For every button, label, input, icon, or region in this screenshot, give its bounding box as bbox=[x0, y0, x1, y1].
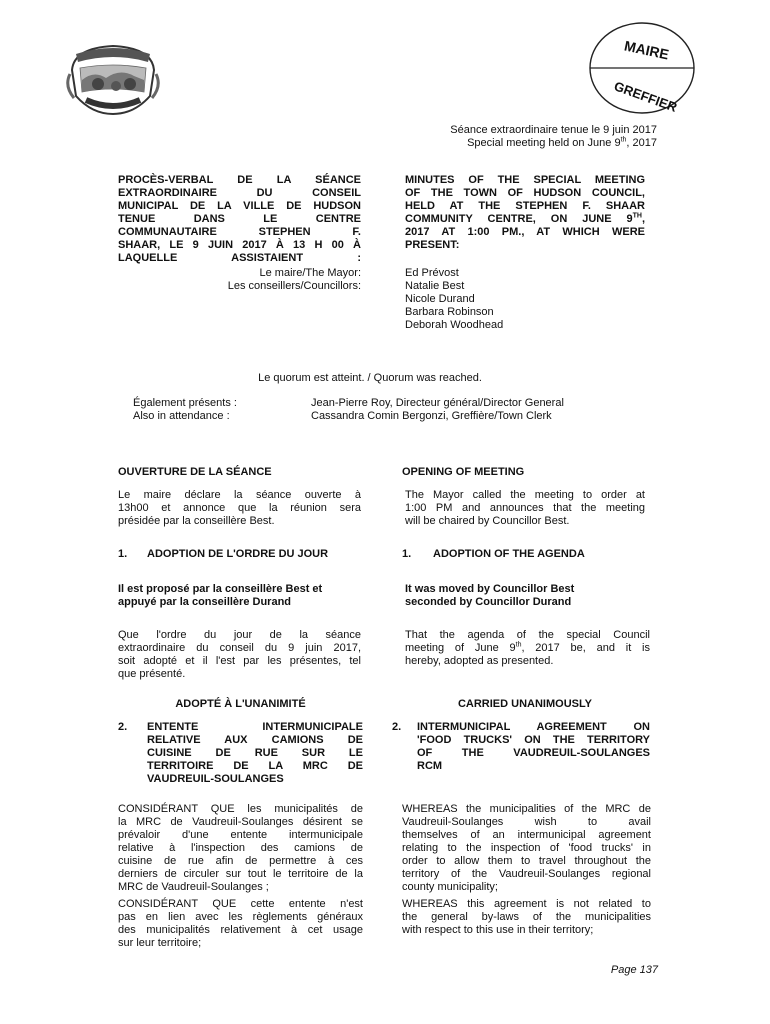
title-line: 'FOOD TRUCKS' ON THE TERRITORY bbox=[417, 734, 650, 746]
item1-title-fr: ADOPTION DE L'ORDRE DU JOUR bbox=[147, 548, 329, 560]
mayor-label: Le maire/The Mayor: bbox=[259, 267, 361, 279]
header-fr-line: LAQUELLE ASSISTAIENT : bbox=[118, 252, 361, 264]
councillors-label: Les conseillers/Councillors: bbox=[227, 280, 361, 292]
item1-carried-fr: ADOPTÉ À L'UNANIMITÉ bbox=[175, 698, 306, 710]
moved-line: seconded by Councillor Durand bbox=[405, 596, 572, 608]
item1-moved-fr bbox=[118, 583, 363, 609]
title-line: INTERMUNICIPAL AGREEMENT ON bbox=[417, 721, 650, 733]
text-line: sur leur territoire; bbox=[118, 937, 202, 949]
item1-text-fr bbox=[118, 629, 361, 681]
title-line: RCM bbox=[417, 760, 443, 772]
text-line: WHEREAS the municipalities of the MRC de bbox=[402, 803, 651, 815]
header-fr-line: PROCÈS-VERBAL DE LA SÉANCE bbox=[118, 174, 361, 186]
attendance-names bbox=[405, 267, 645, 332]
town-seal-logo bbox=[64, 40, 162, 118]
also-person: Cassandra Comin Bergonzi, Greffière/Town Clerk bbox=[311, 410, 552, 422]
title-line: VAUDREUIL-SOULANGES bbox=[147, 773, 284, 785]
also-person: Jean-Pierre Roy, Directeur général/Director General bbox=[311, 397, 564, 409]
text-line: order to allow them to travel throughout the bbox=[402, 855, 651, 867]
text-line: la MRC de Vaudreuil-Soulanges désirent se bbox=[118, 816, 363, 828]
stamp-bottom-text: GREFFIER bbox=[612, 78, 679, 114]
header-en-line: 2017 AT 1:00 PM., AT WHICH WERE bbox=[405, 226, 645, 238]
text-line: themselves of an intermunicipal agreement bbox=[402, 829, 651, 841]
item2-num-fr: 2. bbox=[118, 721, 128, 733]
item1-text-en bbox=[405, 629, 650, 668]
title-line: TERRITOIRE DE LA MRC DE bbox=[147, 760, 363, 772]
text-line: Vaudreuil-Soulanges wish to avail bbox=[402, 816, 651, 828]
text-line: will be chaired by Councillor Best. bbox=[405, 515, 570, 527]
text-line: Le maire déclare la séance ouverte à bbox=[118, 489, 361, 501]
opening-title-en: OPENING OF MEETING bbox=[402, 466, 525, 478]
header-en-line: MINUTES OF THE SPECIAL MEETING bbox=[405, 174, 645, 186]
text-line: hereby, adopted as presented. bbox=[405, 655, 554, 667]
also-label-fr: Également présents : bbox=[133, 397, 237, 409]
text-line: cuisine de rue afin de permettre à ces bbox=[118, 855, 363, 867]
item2-num-en: 2. bbox=[392, 721, 402, 733]
opening-text-en bbox=[405, 489, 645, 528]
header-fr bbox=[118, 174, 361, 265]
text-line: territory of the Vaudreuil-Soulanges regional bbox=[402, 868, 651, 880]
quorum-statement: Le quorum est atteint. / Quorum was reached. bbox=[258, 372, 482, 384]
opening-text-fr bbox=[118, 489, 361, 528]
header-en bbox=[405, 174, 645, 252]
attendance-labels bbox=[140, 267, 361, 293]
text-line: des municipalités relativement à cet usage bbox=[118, 924, 363, 936]
item1-num-fr: 1. bbox=[118, 548, 128, 560]
header-fr-line: TENUE DANS LE CENTRE bbox=[118, 213, 361, 225]
title-line: CUISINE DE RUE SUR LE bbox=[147, 747, 363, 759]
header-fr-line: MUNICIPAL DE LA VILLE DE HUDSON bbox=[118, 200, 361, 212]
item1-title-en: ADOPTION OF THE AGENDA bbox=[433, 548, 585, 560]
title-line: RELATIVE AUX CAMIONS DE bbox=[147, 734, 363, 746]
maire-greffier-stamp bbox=[588, 20, 698, 114]
also-label-en: Also in attendance : bbox=[133, 410, 230, 422]
moved-line: Il est proposé par la conseillère Best et bbox=[118, 583, 323, 595]
text-line: 13h00 et annonce que la réunion sera bbox=[118, 502, 361, 514]
item2-title-en bbox=[417, 721, 650, 773]
text-line: CONSIDÉRANT QUE cette entente n'est bbox=[118, 898, 363, 910]
text-line: derniers de circuler sur tout le territoire de la bbox=[118, 868, 363, 880]
text-line: que présenté. bbox=[118, 668, 186, 680]
text-line: MRC de Vaudreuil-Soulanges ; bbox=[118, 881, 269, 893]
text-line: The Mayor called the meeting to order at bbox=[405, 489, 645, 501]
text-line: WHEREAS this agreement is not related to bbox=[402, 898, 651, 910]
attendee-name: Barbara Robinson bbox=[405, 306, 494, 318]
text-line: relative à l'inspection des camions de bbox=[118, 842, 363, 854]
also-labels bbox=[133, 397, 293, 423]
text-line: relating to the inspection of 'food trucks' in bbox=[402, 842, 651, 854]
title-line: ENTENTE INTERMUNICIPALE bbox=[147, 721, 363, 733]
text-line: soit adopté et il l'est par les présentes, tel bbox=[118, 655, 361, 667]
item2-title-fr bbox=[147, 721, 363, 786]
stamp-top-text: MAIRE bbox=[622, 37, 671, 63]
text-line: extraordinaire du conseil du 9 juin 2017, bbox=[118, 642, 361, 654]
item2-whereas1-en bbox=[402, 803, 651, 894]
moved-line: appuyé par la conseillère Durand bbox=[118, 596, 292, 608]
header-fr-line: EXTRAORDINAIRE DU CONSEIL bbox=[118, 187, 361, 199]
header-en-line: OF THE TOWN OF HUDSON COUNCIL, bbox=[405, 187, 645, 199]
attendee-name: Natalie Best bbox=[405, 280, 465, 292]
item2-whereas2-en bbox=[402, 898, 651, 937]
moved-line: It was moved by Councillor Best bbox=[405, 583, 575, 595]
text-line: county municipality; bbox=[402, 881, 498, 893]
text-line: présidée par la conseillère Best. bbox=[118, 515, 275, 527]
header-en-line: PRESENT: bbox=[405, 239, 460, 251]
meeting-note-fr: Séance extraordinaire tenue le 9 juin 2017 bbox=[450, 124, 657, 136]
text-line: 1:00 PM and announces that the meeting bbox=[405, 502, 645, 514]
attendee-name: Ed Prévost bbox=[405, 267, 459, 279]
header-en-line: HELD AT THE STEPHEN F. SHAAR bbox=[405, 200, 645, 212]
title-line: OF THE VAUDREUIL-SOULANGES bbox=[417, 747, 650, 759]
text-line: with respect to this use in their territory; bbox=[402, 924, 594, 936]
header-en-line: COMMUNITY CENTRE, ON JUNE 9TH, bbox=[405, 212, 645, 225]
item2-whereas1-fr bbox=[118, 803, 363, 894]
text-line: the general by-laws of the municipalities bbox=[402, 911, 651, 923]
text-line: meeting of June 9th, 2017 be, and it is bbox=[405, 641, 650, 654]
item1-carried-en: CARRIED UNANIMOUSLY bbox=[457, 698, 593, 710]
header-fr-line: COMMUNAUTAIRE STEPHEN F. bbox=[118, 226, 361, 238]
meeting-note-en: Special meeting held on June 9th, 2017 bbox=[467, 136, 657, 149]
text-line: Que l'ordre du jour de la séance bbox=[118, 629, 361, 641]
text-line: That the agenda of the special Council bbox=[405, 629, 650, 641]
item2-whereas2-fr bbox=[118, 898, 363, 950]
text-line: CONSIDÉRANT QUE les municipalités de bbox=[118, 803, 363, 815]
item1-num-en: 1. bbox=[402, 548, 412, 560]
attendee-name: Deborah Woodhead bbox=[405, 319, 504, 331]
opening-title-fr: OUVERTURE DE LA SÉANCE bbox=[118, 466, 272, 478]
item1-moved-en bbox=[405, 583, 645, 609]
header-fr-line: SHAAR, LE 9 JUIN 2017 À 13 H 00 À bbox=[118, 239, 361, 251]
attendee-name: Nicole Durand bbox=[405, 293, 475, 305]
meeting-note bbox=[380, 124, 657, 150]
page-number: Page 137 bbox=[610, 964, 658, 976]
text-line: prévaloir d'une entente intermunicipale bbox=[118, 829, 363, 841]
text-line: pas en lien avec les règlements généraux bbox=[118, 911, 363, 923]
also-persons bbox=[311, 397, 611, 423]
